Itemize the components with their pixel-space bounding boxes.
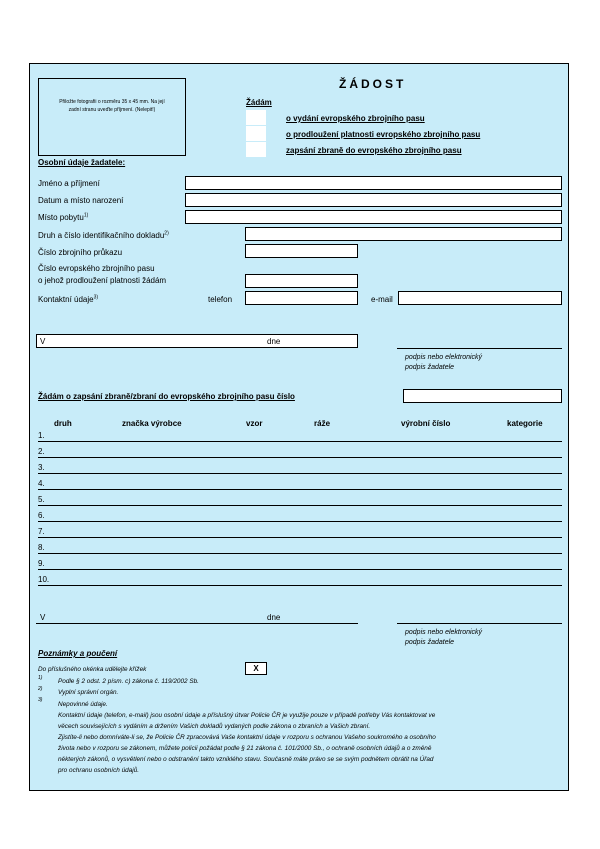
table-row[interactable] — [38, 585, 562, 586]
place-label-1: V — [40, 337, 46, 346]
row-number: 6. — [38, 511, 45, 520]
check-instruction: Do příslušného okénka udělejte křížek — [38, 666, 147, 673]
signature-caption-1a: podpis nebo elektronický — [405, 354, 483, 361]
row-number: 5. — [38, 495, 45, 504]
table-row[interactable] — [38, 537, 562, 538]
option-checkbox-add-weapon[interactable] — [246, 142, 266, 157]
photo-instructions: Přiložte fotografii o rozměru 35 x 45 mm. Na její zadní stranu uveďte příjmení. (Nelepit!) — [59, 99, 165, 113]
section-personal-heading: Osobní údaje žadatele: — [38, 158, 126, 167]
table-row[interactable] — [38, 489, 562, 490]
column-header-caliber: ráže — [314, 419, 331, 428]
name-label: Jméno a příjmení — [38, 179, 100, 188]
birth-field[interactable] — [185, 193, 562, 207]
note-paragraph-line: života nebo v rozporu se zákonem, můžete policii požádat podle § 21 zákona č. 101/2000 Sb., o ochraně osobních údajů a o změně — [58, 745, 432, 752]
table-row[interactable] — [38, 473, 562, 474]
place-label-2: V — [40, 613, 46, 622]
date-label-1: dne — [267, 337, 281, 346]
license-label: Číslo zbrojního průkazu — [38, 248, 123, 257]
note-3-text: Nepovinné údaje. — [58, 701, 108, 708]
note-paragraph-line: některých zákonů, o vysvětlení nebo o odstranění takto vzniklého stavu. Současně máte právo se se svým podnětem obrátit na Úřad — [58, 756, 434, 763]
note-paragraph-line: Zjistíte-li nebo domníváte-li se, že Policie ČR zpracovává Vaše kontaktní údaje v rozporu s ochranou Vašeho soukromého a osobního — [58, 734, 436, 741]
pass-number-label-1: Číslo evropského zbrojního pasu — [38, 264, 155, 273]
photo-placeholder[interactable] — [38, 78, 186, 156]
signature-caption-2a: podpis nebo elektronický — [405, 629, 483, 636]
row-number: 1. — [38, 431, 45, 440]
row-number: 8. — [38, 543, 45, 552]
phone-field[interactable] — [245, 291, 358, 305]
note-1-marker: 1) — [38, 675, 43, 681]
option-label-extend: o prodloužení platnosti evropského zbrojního pasu — [286, 130, 481, 139]
contact-label: Kontaktní údaje$^{3)}$ — [38, 294, 99, 304]
note-2-marker: 2) — [38, 686, 43, 692]
id-doc-label: Druh a číslo identifikačního dokladu$^{2)}$ — [38, 230, 169, 240]
option-label-add-weapon: zapsání zbraně do evropského zbrojního pasu — [286, 146, 462, 155]
notes-heading: Poznámky a poučení — [38, 649, 118, 658]
place-date-line-2[interactable] — [36, 623, 358, 624]
table-row[interactable] — [38, 569, 562, 570]
row-number: 4. — [38, 479, 45, 488]
email-field[interactable] — [398, 291, 562, 305]
option-checkbox-extend[interactable] — [246, 126, 266, 141]
row-number: 9. — [38, 559, 45, 568]
note-1-text: Podle § 2 odst. 2 písm. c) zákona č. 119/2002 Sb. — [58, 678, 199, 685]
pass-number-label-2: o jehož prodloužení platnosti žádám — [38, 276, 167, 285]
email-label: e-mail — [371, 295, 393, 304]
signature-caption-1b: podpis žadatele — [405, 364, 455, 371]
note-paragraph-line: věcech souvisejících s vydáním a držením Vašich dokladů vydaných podle zákona o zbraních a Vašich zbraní. — [58, 723, 371, 730]
example-checkbox: X — [245, 662, 267, 675]
license-field[interactable] — [245, 244, 358, 258]
row-number: 10. — [38, 575, 50, 584]
row-number: 2. — [38, 447, 45, 456]
pass-number-field[interactable] — [245, 274, 358, 288]
note-paragraph-line: pro ochranu osobních údajů. — [58, 767, 140, 774]
residence-label: Místo pobytu$^{1)}$ — [38, 212, 89, 222]
option-checkbox-issue[interactable] — [246, 110, 266, 125]
name-field[interactable] — [185, 176, 562, 190]
date-label-2: dne — [267, 613, 281, 622]
column-header-serial: výrobní číslo — [401, 419, 451, 428]
table-row[interactable] — [38, 505, 562, 506]
table-row[interactable] — [38, 457, 562, 458]
signature-line-1 — [397, 348, 562, 349]
weapons-pass-number-field[interactable] — [403, 389, 562, 403]
table-row[interactable] — [38, 521, 562, 522]
place-date-field-1[interactable] — [36, 334, 358, 348]
residence-field[interactable] — [185, 210, 562, 224]
phone-label: telefon — [208, 295, 233, 304]
birth-label: Datum a místo narození — [38, 196, 124, 205]
row-number: 3. — [38, 463, 45, 472]
column-header-model: vzor — [246, 419, 263, 428]
note-3-marker: 3) — [38, 697, 43, 703]
zadam-label: Žádám — [246, 98, 272, 107]
table-row[interactable] — [38, 553, 562, 554]
id-doc-field[interactable] — [245, 227, 562, 241]
application-form — [29, 63, 569, 791]
weapons-heading: Žádám o zapsání zbraně/zbraní do evropského zbrojního pasu číslo — [38, 392, 295, 401]
row-number: 7. — [38, 527, 45, 536]
signature-caption-2b: podpis žadatele — [405, 639, 455, 646]
form-title: ŽÁDOST — [339, 77, 407, 91]
option-label-issue: o vydání evropského zbrojního pasu — [286, 114, 425, 123]
column-header-manufacturer: značka výrobce — [122, 419, 182, 428]
column-header-category: kategorie — [507, 419, 543, 428]
column-header-type: druh — [54, 419, 72, 428]
table-row[interactable] — [38, 441, 562, 442]
signature-line-2 — [397, 623, 562, 624]
note-paragraph-line: Kontaktní údaje (telefon, e-mail) jsou osobní údaje a příslušný útvar Policie ČR je využije pouze v případě potřeby Vás kontaktovat ve — [58, 712, 436, 719]
note-2-text: Vyplní správní orgán. — [58, 689, 119, 696]
